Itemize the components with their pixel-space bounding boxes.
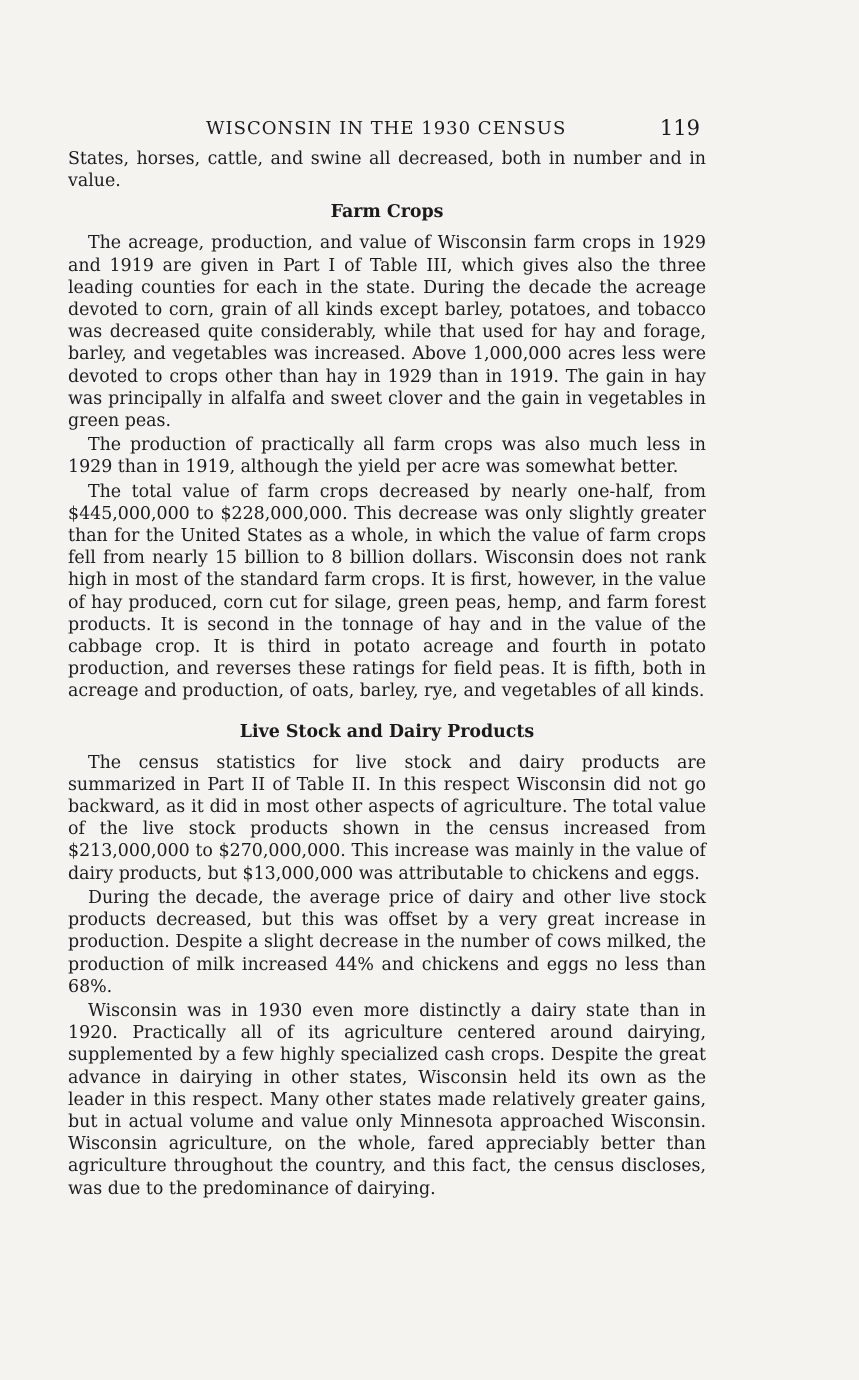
paragraph: The total value of farm crops decreased by nearly one-half, from $445,000,000 to $228,000,000. This decrease was only slightly greater than for the United States as a whole, in which the value of farm crops fell from nearly 15 billion to 8 billion dollars. Wisconsin does not rank high in most of the standard farm crops. It is first, however, in the value of hay produced, corn cut for silage, green peas, hemp, and farm forest products. It is second in the tonnage of hay and in the value of the cabbage crop. It is third in potato acreage and fourth in potato production, and reverses these ratings for field peas. It is fifth, both in acreage and production, of oats, barley, rye, and vegetables of all kinds. [68,481,706,702]
running-title: WISCONSIN IN THE 1930 CENSUS [206,118,567,139]
paragraph: The census statistics for live stock and dairy products are summarized in Part II of Table II. In this respect Wisconsin did not go backward, as it did in most other aspects of agriculture. The total value of the live stock products shown in the census increased from $213,000,000 to $270,000,000. This increase was mainly in the value of dairy products, but $13,000,000 was attributable to chickens and eggs. [68,752,706,884]
paragraph: The acreage, production, and value of Wisconsin farm crops in 1929 and 1919 are given in Part I of Table III, which gives also the three leading counties for each in the state. During the decade the acreage devoted to corn, grain of all kinds except barley, potatoes, and tobacco was decreased quite considerably, while that used for hay and forage, barley, and vegetables was increased. Above 1,000,000 acres less were devoted to crops other than hay in 1929 than in 1919. The gain in hay was principally in alfalfa and sweet clover and the gain in vegetables in green peas. [68,233,706,432]
paragraph: The production of practically all farm crops was also much less in 1929 than in 1919, although the yield per acre was somewhat better. [68,435,706,478]
intro-paragraph: States, horses, cattle, and swine all decreased, both in number and in value. [68,149,706,192]
page-number: 119 [659,116,700,140]
body-text [68,148,706,1200]
section-heading-live-stock: Live Stock and Dairy Products [239,721,535,742]
paragraph: During the decade, the average price of dairy and other live stock products decreased, but this was offset by a very great increase in production. Despite a slight decrease in the number of cows milked, the production of milk increased 44% and chickens and eggs no less than 68%. [68,887,706,997]
section-heading-farm-crops: Farm Crops [330,202,444,223]
document-page [68,108,706,1200]
running-header [68,108,706,148]
paragraph: Wisconsin was in 1930 even more distinctly a dairy state than in 1920. Practically all of its agriculture centered around dairying, supplemented by a few highly specialized cash crops. Despite the great advance in dairying in other states, Wisconsin held its own as the leader in this respect. Many other states made relatively greater gains, but in actual volume and value only Minnesota approached Wisconsin. Wisconsin agriculture, on the whole, fared appreciably better than agriculture throughout the country, and this fact, the census discloses, was due to the predominance of dairying. [68,1000,706,1199]
